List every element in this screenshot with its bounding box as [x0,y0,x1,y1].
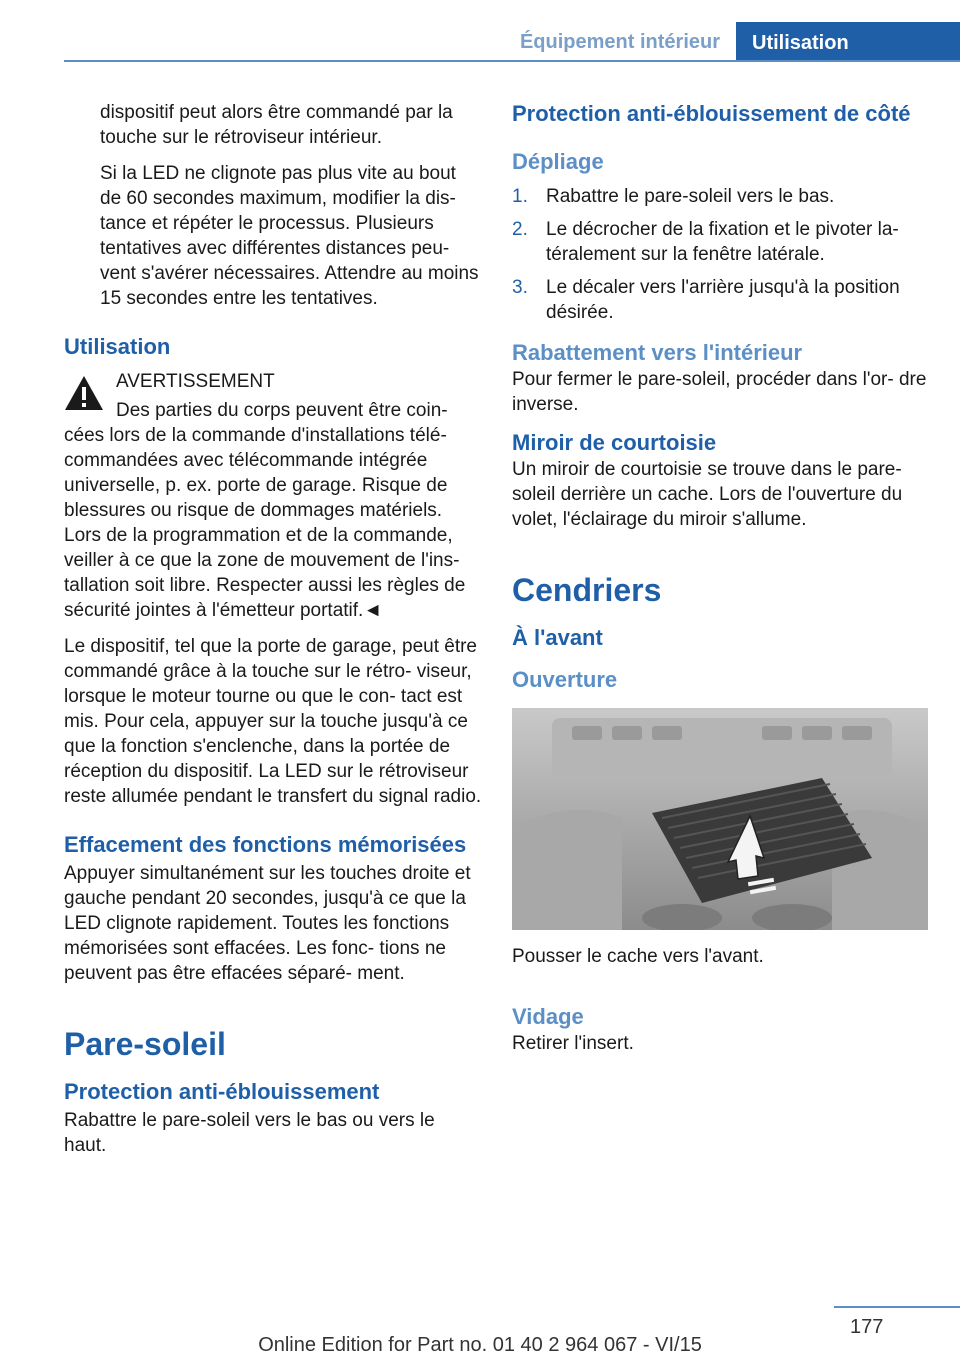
list-item [512,184,932,209]
step-number: 3. [512,277,528,298]
step-number: 1. [512,186,528,207]
heading-pare-soleil: Pare-soleil [64,1026,226,1062]
vidage-paragraph: Retirer l'insert. [512,1033,634,1054]
heading-vidage: Vidage [512,1004,584,1029]
heading-effacement: Effacement des fonctions mémorisées [64,832,467,857]
protection-paragraph: Rabattre le pare-soleil vers le bas ou vers le haut. [64,1110,435,1156]
heading-protection: Protection anti-éblouissement [64,1079,380,1104]
intro-paragraph-1: dispositif peut alors être commandé par la touche sur le rétroviseur intérieur. [100,102,453,148]
rabattement-paragraph: Pour fermer le pare-soleil, procéder dans l'or‐ dre inverse. [512,369,927,415]
warning-triangle-icon [64,375,104,411]
heading-depliage: Dépliage [512,149,604,174]
step-text: Le décrocher de la fixation et le pivoter la‐ téralement sur la fenêtre latérale. [546,219,899,265]
footer-edition: Online Edition for Part no. 01 40 2 964 067 - VI/15 [258,1334,702,1356]
header-chapter-tab[interactable]: Utilisation [736,22,960,62]
warning-block [64,369,482,394]
left-column [64,100,482,1158]
heading-rabattement: Rabattement vers l'intérieur [512,340,803,365]
heading-miroir: Miroir de courtoisie [512,430,717,455]
step-text: Rabattre le pare-soleil vers le bas. [546,186,835,207]
intro-paragraph-2: Si la LED ne clignote pas plus vite au bout de 60 secondes maximum, modifier la dis‐ tance et répéter le processus. Plusieurs tentatives avec différentes distances peu‐ vent s'avérer nécessaires. Attendre au moins 15 secondes entre les tentatives. [100,163,479,309]
header-rule [64,60,960,62]
right-column [512,100,932,1056]
list-item [512,217,932,267]
heading-protection-cote: Protection anti-éblouissement de côté [512,101,911,126]
utilisation-paragraph: Le dispositif, tel que la porte de garage, peut être commandé grâce à la touche sur le rétro‐ viseur, lorsque le moteur tourne ou que le con‐ tact est mis. Pour cela, appuyer sur la touche jusqu'à ce que la fonction s'enclenche, dans la portée de réception du dispositif. La LED sur le rétroviseur reste allumée pendant le transfert du signal radio. [64,636,482,807]
warning-title: AVERTISSEMENT [116,371,275,392]
heading-ouverture: Ouverture [512,667,618,692]
effacement-paragraph: Appuyer simultanément sur les touches droite et gauche pendant 20 secondes, jusqu'à ce que la LED clignote rapidement. Toutes les fonctions mémorisées sont effacées. Les fonc‐ tions ne peuvent pas être effacées séparé‐ ment. [64,863,471,984]
step-number: 2. [512,219,528,240]
page-number: 177 [850,1316,884,1338]
heading-cendriers: Cendriers [512,572,662,608]
steps-list [512,184,932,325]
warning-text: Des parties du corps peuvent être coin‐ cées lors de la commande d'installations télé‐ commandées avec télécommande intégrée universelle, p. ex. porte de garage. Risque de blessures ou risque de dommages matériels. Lors de la programmation et de la commande, veiller à ce que la zone de mouvement de l'ins‐ tallation soit libre. Respecter aussi les règles de sécurité jointes à l'émetteur portatif.◄ [64,400,466,621]
heading-utilisation: Utilisation [64,334,171,359]
header-section-label: Équipement intérieur [519,31,720,53]
ashtray-illustration [512,708,928,930]
list-item [512,275,932,325]
ashtray-photo [512,708,928,930]
photo-caption: Pousser le cache vers l'avant. [512,946,764,967]
header-section-tab[interactable] [500,22,736,60]
miroir-paragraph: Un miroir de courtoisie se trouve dans le pare- soleil derrière un cache. Lors de l'ouverture du volet, l'éclairage du miroir s'allume. [512,459,903,530]
heading-avant: À l'avant [512,625,603,650]
footer-rule [834,1306,960,1308]
step-text: Le décaler vers l'arrière jusqu'à la position désirée. [546,277,900,323]
